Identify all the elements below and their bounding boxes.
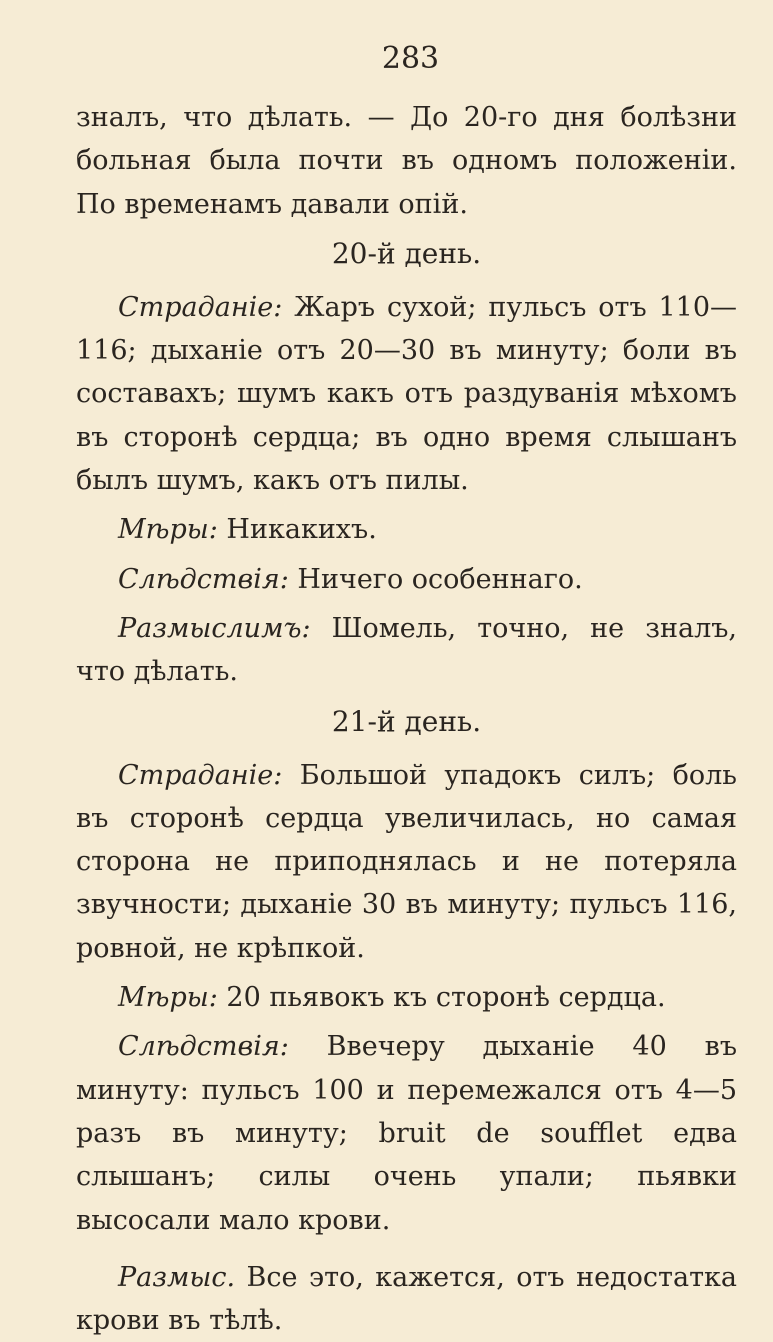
paragraph-consequences-day-20 <box>76 558 737 601</box>
paragraph-text: Жаръ сухой; пульсъ отъ 110—116; дыханіе отъ 20—30 въ минуту; боли въ составахъ; шумъ какъ отъ раздуванія мѣхомъ въ сторонѣ сердца; въ одно время слышанъ былъ шумъ, какъ отъ пилы. <box>76 291 737 497</box>
paragraph-reflection-day-21 <box>76 1256 737 1342</box>
paragraph-text: Шомель, точно, не зналъ, что дѣлать. <box>76 612 737 688</box>
paragraph-label: Мѣры: <box>118 514 218 546</box>
paragraph-text: Никакихъ. <box>217 514 377 546</box>
paragraph-suffering-day-21 <box>76 754 737 970</box>
paragraph-continuation <box>76 96 737 226</box>
paragraph-label: Страданіе: <box>118 759 283 791</box>
paragraph-text: 20 пьявокъ къ сторонѣ сердца. <box>217 982 666 1014</box>
section-heading-day-21: 21-й день. <box>331 704 482 738</box>
paragraph-label: Размыс. <box>118 1261 236 1293</box>
paragraph-measures-day-20 <box>76 508 737 551</box>
paragraph-measures-day-21 <box>76 976 737 1019</box>
paragraph-text: зналъ, что дѣлать. — До 20-го дня болѣзни больная была почти въ одномъ положеніи. По временамъ давали опій. <box>76 102 737 220</box>
paragraph-label: Слѣдствія: <box>118 563 289 595</box>
page-number: 283 <box>381 41 440 76</box>
paragraph-consequences-day-21 <box>76 1025 737 1241</box>
paragraph-text: Все это, кажется, отъ недостатка крови въ тѣлѣ. <box>76 1261 737 1337</box>
paragraph-text: Большой упадокъ силъ; боль въ сторонѣ сердца увеличилась, но самая сторона не приподнялась и не потеряла звучности; дыханіе 30 въ минуту; пульсъ 116, ровной, не крѣпкой. <box>76 759 737 964</box>
paragraph-reflection-day-20 <box>76 607 737 694</box>
paragraph-label: Размыслимъ: <box>118 612 311 644</box>
paragraph-suffering-day-20 <box>76 286 737 502</box>
paragraph-text: Ввечеру дыханіе 40 въ минуту: пульсъ 100 и перемежался отъ 4—5 разъ въ минуту; bruit de soufflet едва слышанъ; силы очень упали; пьявки высосали мало крови. <box>76 1031 737 1236</box>
paragraph-text: Ничего особеннаго. <box>288 563 583 595</box>
paragraph-label: Мѣры: <box>118 982 218 1014</box>
paragraph-label: Слѣдствія: <box>118 1031 289 1063</box>
section-heading-day-20: 20-й день. <box>331 236 482 270</box>
paragraph-label: Страданіе: <box>118 291 283 323</box>
